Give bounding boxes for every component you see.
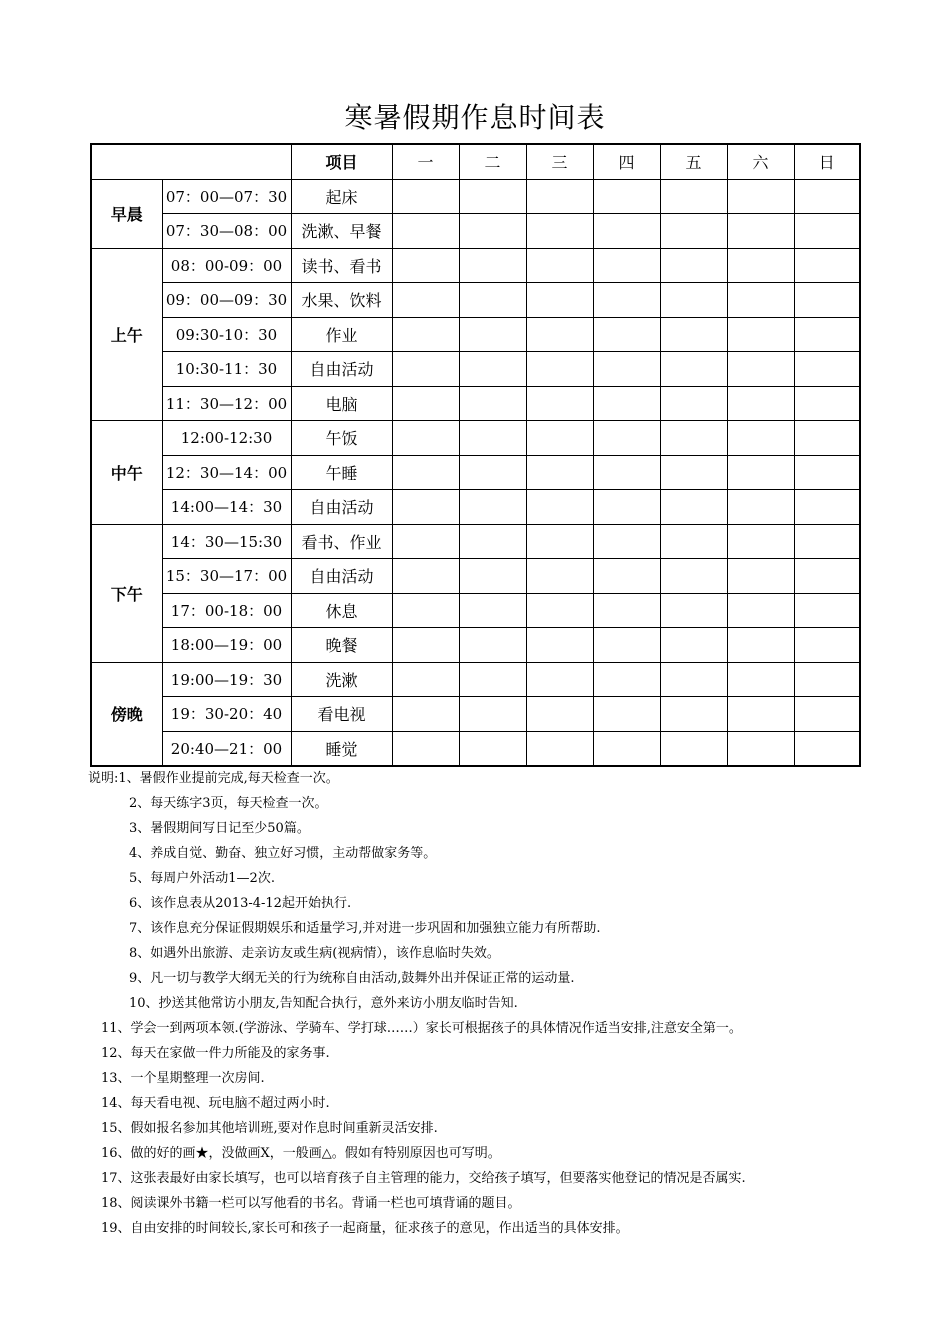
period-label: 傍晚 [91, 662, 162, 766]
day-check-cell[interactable] [794, 283, 860, 318]
day-check-cell[interactable] [794, 352, 860, 387]
note-line: 8、如遇外出旅游、走亲访友或生病(视病情），该作息临时失效。 [129, 946, 500, 961]
day-check-cell[interactable] [794, 662, 860, 697]
day-check-cell[interactable] [392, 214, 459, 249]
activity-label: 自由活动 [291, 490, 392, 525]
day-check-cell[interactable] [727, 179, 794, 214]
day-check-cell[interactable] [392, 455, 459, 490]
period-label: 下午 [91, 524, 162, 662]
day-check-cell[interactable] [459, 559, 526, 594]
day-check-cell[interactable] [660, 697, 727, 732]
day-check-cell[interactable] [660, 455, 727, 490]
day-check-cell[interactable] [392, 731, 459, 766]
day-check-cell[interactable] [392, 559, 459, 594]
activity-label: 水果、饮料 [291, 283, 392, 318]
day-check-cell[interactable] [593, 283, 660, 318]
activity-label: 午睡 [291, 455, 392, 490]
header-day: 一 [392, 144, 459, 179]
time-range: 09：00—09：30 [162, 283, 291, 318]
schedule-row [91, 386, 860, 421]
day-check-cell[interactable] [794, 317, 860, 352]
time-range: 07：30—08：00 [162, 214, 291, 249]
day-check-cell[interactable] [459, 731, 526, 766]
activity-label: 作业 [291, 317, 392, 352]
day-check-cell[interactable] [392, 490, 459, 525]
day-check-cell[interactable] [459, 662, 526, 697]
header-day: 三 [526, 144, 593, 179]
schedule-row [91, 731, 860, 766]
day-check-cell[interactable] [727, 248, 794, 283]
note-line: 7、该作息充分保证假期娱乐和适量学习,并对进一步巩固和加强独立能力有所帮助. [129, 921, 601, 936]
schedule-row [91, 352, 860, 387]
day-check-cell[interactable] [660, 214, 727, 249]
day-check-cell[interactable] [660, 559, 727, 594]
activity-label: 读书、看书 [291, 248, 392, 283]
period-label: 中午 [91, 421, 162, 525]
day-check-cell[interactable] [593, 421, 660, 456]
note-line: 3、暑假期间写日记至少50篇。 [129, 821, 310, 836]
day-check-cell[interactable] [727, 662, 794, 697]
day-check-cell[interactable] [660, 662, 727, 697]
activity-label: 自由活动 [291, 559, 392, 594]
day-check-cell[interactable] [727, 697, 794, 732]
day-check-cell[interactable] [392, 421, 459, 456]
day-check-cell[interactable] [526, 524, 593, 559]
day-check-cell[interactable] [593, 386, 660, 421]
day-check-cell[interactable] [459, 421, 526, 456]
day-check-cell[interactable] [727, 421, 794, 456]
header-blank-cell [91, 144, 291, 179]
day-check-cell[interactable] [727, 214, 794, 249]
time-range: 17：00-18：00 [162, 593, 291, 628]
day-check-cell[interactable] [392, 593, 459, 628]
day-check-cell[interactable] [593, 697, 660, 732]
day-check-cell[interactable] [392, 628, 459, 663]
header-day: 五 [660, 144, 727, 179]
day-check-cell[interactable] [526, 455, 593, 490]
day-check-cell[interactable] [727, 352, 794, 387]
day-check-cell[interactable] [794, 490, 860, 525]
time-range: 12：30—14：00 [162, 455, 291, 490]
day-check-cell[interactable] [459, 248, 526, 283]
period-label: 早晨 [91, 179, 162, 248]
day-check-cell[interactable] [392, 179, 459, 214]
schedule-row [91, 283, 860, 318]
day-check-cell[interactable] [392, 248, 459, 283]
time-range: 07：00—07：30 [162, 179, 291, 214]
day-check-cell[interactable] [593, 662, 660, 697]
day-check-cell[interactable] [794, 386, 860, 421]
activity-label: 休息 [291, 593, 392, 628]
schedule-row [91, 697, 860, 732]
day-check-cell[interactable] [459, 524, 526, 559]
time-range: 10:30-11：30 [162, 352, 291, 387]
day-check-cell[interactable] [526, 179, 593, 214]
day-check-cell[interactable] [727, 628, 794, 663]
note-line: 15、假如报名参加其他培训班,要对作息时间重新灵活安排. [101, 1121, 438, 1136]
day-check-cell[interactable] [727, 317, 794, 352]
note-line: 4、养成自觉、勤奋、独立好习惯，主动帮做家务等。 [129, 846, 437, 861]
day-check-cell[interactable] [794, 731, 860, 766]
header-day: 六 [727, 144, 794, 179]
day-check-cell[interactable] [727, 524, 794, 559]
note-line: 2、每天练字3页，每天检查一次。 [129, 796, 328, 811]
schedule-row [91, 593, 860, 628]
day-check-cell[interactable] [660, 248, 727, 283]
day-check-cell[interactable] [593, 455, 660, 490]
schedule-row [91, 214, 860, 249]
note-line: 11、学会一到两项本领.(学游泳、学骑车、学打球……）家长可根据孩子的具体情况作适当安排,注意安全第一。 [101, 1021, 742, 1036]
time-range: 18:00—19：00 [162, 628, 291, 663]
day-check-cell[interactable] [526, 593, 593, 628]
day-check-cell[interactable] [593, 628, 660, 663]
day-check-cell[interactable] [660, 421, 727, 456]
day-check-cell[interactable] [794, 559, 860, 594]
day-check-cell[interactable] [593, 352, 660, 387]
day-check-cell[interactable] [727, 283, 794, 318]
note-line: 14、每天看电视、玩电脑不超过两小时. [101, 1096, 330, 1111]
page-title: 寒暑假期作息时间表 [344, 101, 606, 134]
day-check-cell[interactable] [660, 352, 727, 387]
day-check-cell[interactable] [794, 593, 860, 628]
note-line: 5、每周户外活动1—2次. [129, 871, 275, 886]
day-check-cell[interactable] [593, 214, 660, 249]
day-check-cell[interactable] [660, 731, 727, 766]
day-check-cell[interactable] [593, 559, 660, 594]
note-line: 说明:1、暑假作业提前完成,每天检查一次。 [88, 771, 339, 786]
day-check-cell[interactable] [727, 490, 794, 525]
schedule-row [91, 455, 860, 490]
time-range: 19：30-20：40 [162, 697, 291, 732]
time-range: 14：30—15:30 [162, 524, 291, 559]
day-check-cell[interactable] [526, 352, 593, 387]
day-check-cell[interactable] [660, 179, 727, 214]
day-check-cell[interactable] [794, 628, 860, 663]
schedule-row [91, 490, 860, 525]
time-range: 08：00-09：00 [162, 248, 291, 283]
day-check-cell[interactable] [794, 421, 860, 456]
activity-label: 午饭 [291, 421, 392, 456]
day-check-cell[interactable] [727, 559, 794, 594]
day-check-cell[interactable] [727, 386, 794, 421]
day-check-cell[interactable] [593, 317, 660, 352]
day-check-cell[interactable] [392, 524, 459, 559]
schedule-row [91, 524, 860, 559]
schedule-row [91, 662, 860, 697]
header-row [91, 144, 860, 179]
day-check-cell[interactable] [459, 283, 526, 318]
day-check-cell[interactable] [392, 386, 459, 421]
time-range: 11：30—12：00 [162, 386, 291, 421]
day-check-cell[interactable] [593, 524, 660, 559]
time-range: 12:00-12:30 [162, 421, 291, 456]
day-check-cell[interactable] [593, 731, 660, 766]
note-line: 9、凡一切与教学大纲无关的行为统称自由活动,鼓舞外出并保证正常的运动量. [129, 971, 575, 986]
day-check-cell[interactable] [459, 317, 526, 352]
day-check-cell[interactable] [794, 214, 860, 249]
day-check-cell[interactable] [459, 386, 526, 421]
header-day: 二 [459, 144, 526, 179]
day-check-cell[interactable] [526, 283, 593, 318]
day-check-cell[interactable] [392, 317, 459, 352]
day-check-cell[interactable] [794, 248, 860, 283]
note-line: 18、阅读课外书籍一栏可以写他看的书名。背诵一栏也可填背诵的题目。 [101, 1196, 521, 1211]
note-line: 13、一个星期整理一次房间. [101, 1071, 265, 1086]
day-check-cell[interactable] [526, 697, 593, 732]
day-check-cell[interactable] [727, 593, 794, 628]
note-line: 17、这张表最好由家长填写，也可以培育孩子自主管理的能力，交给孩子填写，但要落实他登记的情况是否属实. [101, 1171, 746, 1186]
day-check-cell[interactable] [794, 179, 860, 214]
activity-label: 起床 [291, 179, 392, 214]
day-check-cell[interactable] [727, 455, 794, 490]
day-check-cell[interactable] [660, 490, 727, 525]
activity-label: 晚餐 [291, 628, 392, 663]
schedule-row [91, 317, 860, 352]
day-check-cell[interactable] [593, 593, 660, 628]
note-line: 6、该作息表从2013-4-12起开始执行. [129, 896, 352, 911]
day-check-cell[interactable] [727, 731, 794, 766]
note-line: 19、自由安排的时间较长,家长可和孩子一起商量，征求孩子的意见，作出适当的具体安排。 [101, 1221, 629, 1236]
note-line: 16、做的好的画★，没做画X，一般画△。假如有特别原因也可写明。 [101, 1146, 501, 1161]
day-check-cell[interactable] [794, 455, 860, 490]
day-check-cell[interactable] [593, 490, 660, 525]
schedule-row [91, 421, 860, 456]
day-check-cell[interactable] [794, 524, 860, 559]
day-check-cell[interactable] [526, 490, 593, 525]
header-day: 日 [794, 144, 860, 179]
day-check-cell[interactable] [392, 697, 459, 732]
schedule-row [91, 179, 860, 214]
activity-label: 洗漱 [291, 662, 392, 697]
note-line: 10、抄送其他常访小朋友,告知配合执行，意外来访小朋友临时告知. [129, 996, 518, 1011]
day-check-cell[interactable] [526, 421, 593, 456]
day-check-cell[interactable] [660, 317, 727, 352]
header-day: 四 [593, 144, 660, 179]
header-item-label: 项目 [291, 144, 392, 179]
notes-section [88, 766, 928, 1241]
schedule-row [91, 628, 860, 663]
day-check-cell[interactable] [526, 731, 593, 766]
schedule-table [90, 143, 861, 767]
activity-label: 自由活动 [291, 352, 392, 387]
time-range: 15：30—17：00 [162, 559, 291, 594]
day-check-cell[interactable] [526, 248, 593, 283]
day-check-cell[interactable] [593, 179, 660, 214]
day-check-cell[interactable] [526, 386, 593, 421]
day-check-cell[interactable] [794, 697, 860, 732]
day-check-cell[interactable] [660, 386, 727, 421]
activity-label: 睡觉 [291, 731, 392, 766]
activity-label: 电脑 [291, 386, 392, 421]
time-range: 20:40—21：00 [162, 731, 291, 766]
time-range: 19:00—19：30 [162, 662, 291, 697]
day-check-cell[interactable] [459, 593, 526, 628]
day-check-cell[interactable] [459, 628, 526, 663]
day-check-cell[interactable] [526, 559, 593, 594]
day-check-cell[interactable] [459, 490, 526, 525]
day-check-cell[interactable] [392, 352, 459, 387]
activity-label: 看书、作业 [291, 524, 392, 559]
day-check-cell[interactable] [593, 248, 660, 283]
schedule-row [91, 559, 860, 594]
day-check-cell[interactable] [459, 352, 526, 387]
time-range: 14:00—14：30 [162, 490, 291, 525]
day-check-cell[interactable] [660, 628, 727, 663]
day-check-cell[interactable] [459, 214, 526, 249]
day-check-cell[interactable] [526, 317, 593, 352]
period-label: 上午 [91, 248, 162, 421]
activity-label: 看电视 [291, 697, 392, 732]
day-check-cell[interactable] [660, 283, 727, 318]
day-check-cell[interactable] [526, 662, 593, 697]
day-check-cell[interactable] [526, 214, 593, 249]
day-check-cell[interactable] [459, 179, 526, 214]
day-check-cell[interactable] [392, 283, 459, 318]
day-check-cell[interactable] [526, 628, 593, 663]
day-check-cell[interactable] [459, 697, 526, 732]
schedule-row [91, 248, 860, 283]
day-check-cell[interactable] [392, 662, 459, 697]
note-line: 12、每天在家做一件力所能及的家务事. [101, 1046, 330, 1061]
day-check-cell[interactable] [660, 593, 727, 628]
day-check-cell[interactable] [660, 524, 727, 559]
time-range: 09:30-10：30 [162, 317, 291, 352]
day-check-cell[interactable] [459, 455, 526, 490]
activity-label: 洗漱、早餐 [291, 214, 392, 249]
